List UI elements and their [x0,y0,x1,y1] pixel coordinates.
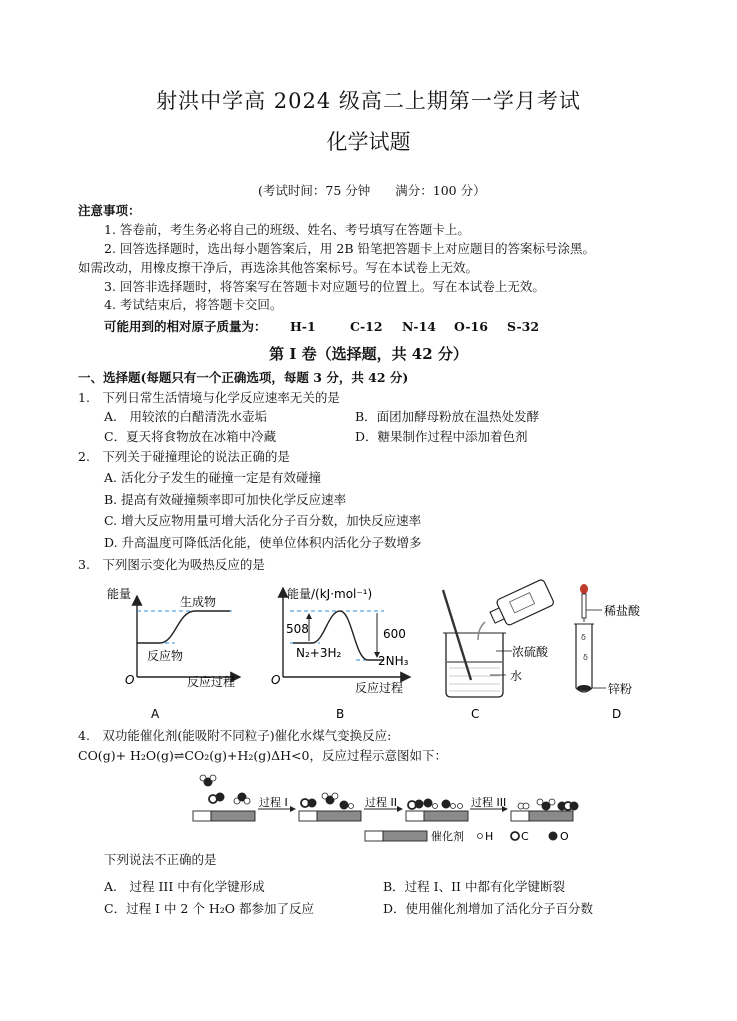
q1-option-d: D．糖果制作过程中添加着色剂 [355,429,528,444]
note-item: 3. 回答非选择题时，将答案写在答题卡对应题号的位置上。写在本试卷上无效。 [104,279,545,294]
q4-option-b: B．过程 I、II 中都有化学键断裂 [383,879,565,894]
legend-catalyst: 催化剂 [431,830,464,843]
q4-option-d: D．使用催化剂增加了活化分子百分数 [383,901,594,916]
q1-option-b: B．面团加酵母粉放在温热处发酵 [355,409,540,424]
q2-option-a: A. 活化分子发生的碰撞一定是有效碰撞 [104,470,321,485]
atomic-mass: O-16 [454,319,488,334]
process-1-label: 过程 I [259,796,288,809]
fig-c-acid-label: 浓硫酸 [512,645,549,659]
q4-stem: 4. 双功能催化剂(能吸附不同粒子)催化水煤气变换反应: [78,728,392,743]
legend-o: O [560,830,569,843]
atomic-masses-label: 可能用到的相对原子质量为： [104,319,267,334]
section-instruction: 一、选择题(每题只有一个正确选项，每题 3 分，共 42 分) [78,370,409,385]
figure-a [107,586,240,721]
fig-b-xlabel: 反应过程 [355,681,404,695]
fig-b-reactant: N₂+3H₂ [296,646,342,660]
q1-option-a: A. 用较浓的白醋清洗水壶垢 [104,409,268,424]
q2-option-c: C. 增大反应物用量可增大活化分子百分数，加快反应速率 [104,513,422,528]
fig-b-value-508: 508 [286,622,309,636]
q3-stem: 3. 下列图示变化为吸热反应的是 [78,557,265,572]
exam-title: 射洪中学高 2024 级高二上期第一学月考试 [156,89,581,113]
subject-title: 化学试题 [326,130,411,154]
atomic-mass: C-12 [350,319,383,334]
fig-a-reactant: 反应物 [147,649,184,663]
process-2-label: 过程 II [365,796,397,809]
fig-b-product: 2NH₃ [378,654,409,668]
fig-b-value-600: 600 [383,627,406,641]
q2-option-d: D. 升高温度可降低活化能，使单位体积内活化分子数增多 [104,535,422,550]
process-3-label: 过程 III [471,796,507,809]
fig-d-caption: D [612,707,622,721]
fig-d-zinc-label: 锌粉 [608,682,633,696]
fig-c-caption: C [471,707,480,721]
fig-a-ylabel: 能量 [107,587,132,601]
fig-b-caption: B [336,707,345,721]
fig-c-water-label: 水 [510,669,523,683]
fig-b-ylabel: 能量/(kJ·mol⁻¹) [287,587,373,601]
figure-c [443,579,555,721]
exam-info: (考试时间：75 分钟 满分：100 分） [258,183,486,198]
svg-text:δ: δ [581,633,586,642]
section-title: 第 I 卷（选择题，共 42 分） [269,345,468,363]
q4-option-a: A. 过程 III 中有化学键形成 [104,879,265,894]
atomic-mass: H-1 [290,319,316,334]
legend-c: C [521,830,529,843]
notes-heading: 注意事项： [78,203,141,218]
q4-option-c: C．过程 I 中 2 个 H₂O 都参加了反应 [104,901,314,916]
fig-a-origin: O [125,673,135,687]
fig-a-xlabel: 反应过程 [187,675,236,689]
q2-option-b: B. 提高有效碰撞频率即可加快化学反应速率 [104,492,347,507]
fig-a-caption: A [151,707,160,721]
q2-stem: 2. 下列关于碰撞理论的说法正确的是 [78,449,290,464]
svg-text:δ: δ [583,653,588,662]
note-item: 如需改动，用橡皮擦干净后，再选涂其他答案标号。写在本试卷上无效。 [78,260,479,275]
figure-d [574,584,641,721]
q4-equation: CO(g)+ H₂O(g)⇌CO₂(g)+H₂(g)ΔH<0，反应过程示意图如下： [78,748,447,763]
q4-prompt: 下列说法不正确的是 [104,852,217,867]
note-item: 4. 考试结束后，将答题卡交回。 [104,297,283,312]
q1-stem: 1. 下列日常生活情境与化学反应速率无关的是 [78,390,340,405]
atomic-mass: N-14 [402,319,437,334]
figure-b [271,586,410,721]
fig-b-origin: O [271,673,281,687]
fig-a-product: 生成物 [180,595,217,609]
note-item: 2. 回答选择题时，选出每小题答案后，用 2B 铅笔把答题卡上对应题目的答案标号涂黑。 [104,241,595,256]
q1-option-c: C．夏天将食物放在冰箱中冷藏 [104,429,277,444]
note-item: 1. 答卷前，考生务必将自己的班级、姓名、考号填写在答题卡上。 [104,222,470,237]
process-diagram [193,775,579,843]
fig-d-acid-label: 稀盐酸 [604,604,641,618]
atomic-mass: S-32 [507,319,540,334]
legend-h: H [485,830,494,843]
